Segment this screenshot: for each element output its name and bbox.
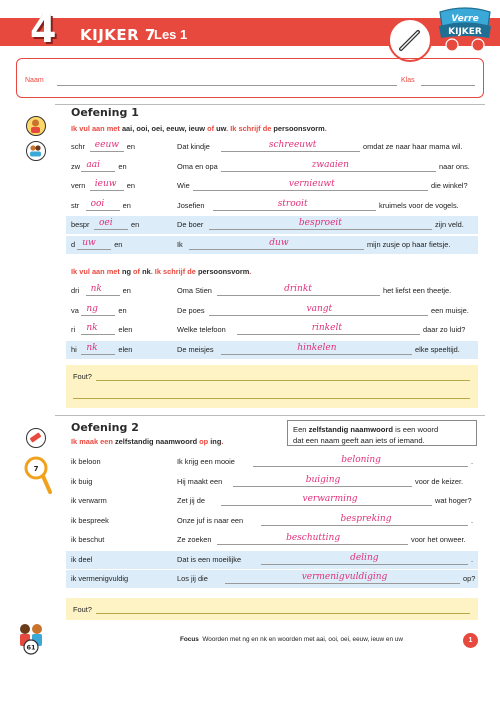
handwritten-answer: schreeuwt: [268, 140, 317, 150]
sentence-end: naar ons.: [439, 161, 470, 171]
word-gap-line[interactable]: [81, 334, 115, 335]
verb: ik beloon: [71, 457, 101, 466]
sentence-start: Dat kindje: [177, 142, 210, 151]
answer-line[interactable]: [221, 171, 436, 172]
sentence-start: Dat is een moeilijke: [177, 554, 242, 564]
handwritten-answer: drinkt: [284, 284, 312, 294]
fout-line[interactable]: [96, 613, 470, 614]
exercise-row: [66, 531, 478, 549]
answer-line[interactable]: [253, 466, 468, 467]
instruction-part: .: [221, 437, 224, 446]
word-gap-answer: ieuw: [94, 179, 117, 189]
instruction-part: Ik vul aan met: [71, 267, 122, 276]
exercise-row: [66, 512, 478, 530]
sentence-start: De boer: [177, 220, 204, 229]
verb: ik vermenigvuldig: [71, 574, 129, 583]
word-suffix: en: [126, 142, 136, 151]
instruction-part: nk: [142, 267, 151, 276]
exercise1-instruction-b: [71, 267, 251, 276]
footer-focus: [180, 636, 403, 643]
word-gap-answer: aai: [86, 159, 101, 170]
word-gap-line[interactable]: [81, 354, 115, 355]
word-gap-line[interactable]: [81, 315, 115, 316]
verb: ik bespreek: [71, 515, 109, 525]
word-suffix: en: [122, 286, 131, 295]
word-gap-answer: nk: [90, 284, 102, 294]
sentence-end: elke speeltijd.: [415, 344, 460, 354]
word-prefix: str: [71, 200, 80, 210]
definition-text-b: is een woord: [393, 425, 439, 434]
sentence-end: op?: [463, 574, 476, 583]
instruction-part: .: [324, 124, 327, 133]
sentence-start: Welke telefoon: [177, 325, 226, 334]
logo-text-kijker: KIJKER: [448, 27, 482, 37]
instruction-part: uw: [216, 124, 227, 133]
word-prefix: va: [71, 305, 79, 315]
word-prefix: bespr: [71, 220, 90, 229]
word-prefix: ri: [71, 325, 76, 334]
word-prefix: hi: [71, 344, 77, 354]
word-gap-line[interactable]: [77, 249, 111, 250]
instruction-part: of: [205, 124, 217, 133]
answer-line[interactable]: [237, 334, 420, 335]
answer-line[interactable]: [213, 210, 376, 211]
exercise-row: [66, 570, 478, 588]
instruction-part: Ik vul aan met: [71, 124, 122, 133]
word-suffix: en: [131, 220, 140, 229]
handwritten-answer: deling: [350, 552, 379, 563]
fout-label-2: Fout?: [73, 605, 92, 614]
sentence-end: omdat ze naar haar mama wil.: [363, 142, 463, 151]
definition-text-c: dat een naam geeft aan iets of iemand.: [293, 436, 425, 445]
sentence-end: voor de keizer.: [415, 476, 464, 486]
verre-kijker-logo: [436, 4, 494, 52]
answer-line[interactable]: [221, 151, 360, 152]
instruction-part: Ik maak een: [71, 437, 115, 446]
handwritten-answer: rinkelt: [311, 323, 342, 333]
answer-line[interactable]: [217, 295, 380, 296]
fout-box-2: [66, 598, 478, 620]
sentence-start: Ze zoeken: [177, 535, 212, 544]
instruction-part: .: [249, 267, 252, 276]
instruction-part: op: [197, 437, 211, 446]
exercise-row: [66, 197, 478, 215]
sentence-start: Los jij die: [177, 574, 208, 583]
sentence-end: .: [471, 457, 474, 466]
answer-line[interactable]: [189, 249, 364, 250]
sentence-start: Oma en opa: [177, 161, 218, 171]
handwritten-answer: verwarming: [302, 494, 358, 504]
handwritten-answer: hinkelen: [297, 342, 337, 353]
sentence-end: die winkel?: [431, 181, 468, 190]
word-suffix: en: [118, 161, 127, 171]
handwritten-answer: besproeit: [298, 218, 342, 228]
sentence-start: Ik krijg een mooie: [177, 457, 235, 466]
word-suffix: en: [122, 200, 131, 210]
word-gap-answer: eeuw: [94, 140, 119, 150]
lesson-label: Les 1: [154, 27, 188, 42]
focus-text: Woorden met ng en nk en woorden met aai, ooi, oei, eeuw, ieuw en uw: [202, 636, 403, 643]
answer-line[interactable]: [261, 564, 468, 565]
verb: ik deel: [71, 554, 93, 564]
answer-line[interactable]: [217, 544, 408, 545]
exercise-row: [66, 473, 478, 491]
sentence-end: het liefst een theetje.: [383, 286, 452, 295]
handwritten-answer: buiging: [305, 474, 341, 485]
verb: ik beschut: [71, 535, 105, 544]
sentence-end: voor het onweer.: [411, 535, 466, 544]
handwritten-answer: vangt: [306, 303, 333, 314]
answer-line[interactable]: [233, 486, 412, 487]
partners-icon: [26, 141, 46, 161]
name-field[interactable]: [57, 85, 397, 86]
handwritten-answer: strooit: [277, 198, 308, 209]
exercise-row: [66, 138, 478, 156]
magnifier-icon: [24, 456, 52, 496]
class-field[interactable]: [421, 85, 475, 86]
word-prefix: vern: [71, 181, 86, 190]
lesson-number: 4: [30, 7, 57, 51]
fout-line[interactable]: [96, 380, 470, 381]
definition-text-a: Een: [293, 425, 309, 434]
fout-line[interactable]: [73, 398, 470, 399]
fout-box-1: [66, 365, 478, 408]
exercise-row: [66, 302, 478, 320]
exercise-row: [66, 492, 478, 510]
handwritten-answer: beloning: [341, 455, 381, 465]
sentence-end: een muisje.: [431, 305, 469, 315]
sentence-start: Josefien: [177, 200, 205, 210]
class-label: Klas: [401, 77, 415, 84]
fout-label-1: Fout?: [73, 372, 92, 381]
name-label: Naam: [25, 77, 44, 84]
student-icon: [26, 116, 46, 136]
sentence-end: mijn zusje op haar fietsje.: [367, 239, 451, 249]
answer-line[interactable]: [225, 583, 460, 584]
word-gap-answer: ooi: [90, 198, 105, 209]
handwritten-answer: vermenigvuldiging: [301, 572, 388, 582]
answer-line[interactable]: [209, 229, 432, 230]
word-gap-answer: uw: [82, 237, 96, 248]
word-suffix: elen: [118, 344, 133, 354]
exercise1-title: Oefening 1: [71, 106, 139, 119]
focus-label: Focus: [180, 636, 199, 643]
answer-line[interactable]: [221, 354, 412, 355]
exercise2-instruction: [71, 437, 223, 446]
word-prefix: dri: [71, 286, 80, 295]
sentence-start: Ik: [177, 239, 183, 249]
kids-badge-number: 61: [26, 643, 36, 652]
sentence-end: .: [471, 515, 474, 525]
sentence-start: Zet jij de: [177, 496, 205, 505]
exercise-row: [66, 216, 478, 234]
instruction-part: persoonsvorm: [273, 124, 325, 133]
word-suffix: en: [126, 181, 136, 190]
instruction-part: of: [130, 267, 143, 276]
exercise2-title: Oefening 2: [71, 421, 139, 434]
instruction-part: . Ik schrijf de: [150, 267, 198, 276]
logo-text-verre: Verre: [451, 14, 479, 24]
handwritten-answer: beschutting: [286, 533, 341, 543]
handwritten-answer: duw: [269, 237, 289, 248]
sentence-start: Hij maakt een: [177, 476, 223, 486]
exercise-row: [66, 282, 478, 300]
sentence-start: Wie: [177, 181, 190, 190]
word-gap-line[interactable]: [94, 229, 128, 230]
word-suffix: elen: [118, 325, 133, 334]
exercise1-instruction-a: [71, 124, 327, 133]
word-suffix: en: [114, 239, 123, 249]
word-prefix: d: [71, 239, 76, 249]
word-gap-answer: nk: [86, 323, 98, 333]
exercise-row: [66, 236, 478, 254]
handwritten-answer: vernieuwt: [288, 179, 335, 189]
divider: [55, 415, 485, 416]
instruction-part: zelfstandig naamwoord: [114, 437, 198, 446]
sentence-end: .: [471, 554, 474, 564]
sentence-start: Onze juf is naar een: [177, 515, 244, 525]
answer-line[interactable]: [221, 505, 432, 506]
verb: ik buig: [71, 476, 93, 486]
instruction-part: ng: [121, 267, 131, 276]
instruction-part: . Ik schrijf de: [226, 124, 274, 133]
word-gap-line[interactable]: [86, 210, 120, 211]
page-number: 1: [463, 633, 478, 648]
magnifier-number: 7: [33, 465, 39, 473]
word-gap-answer: ng: [86, 303, 98, 314]
word-suffix: en: [118, 305, 127, 315]
sentence-end: kruimels voor de vogels.: [379, 200, 459, 210]
divider: [55, 104, 485, 105]
exercise-row: [66, 177, 478, 195]
word-gap-answer: nk: [86, 342, 98, 353]
sentence-end: wat hoger?: [435, 496, 472, 505]
book-title: KIJKER 7: [80, 26, 156, 44]
word-gap-line[interactable]: [90, 190, 124, 191]
verb: ik verwarm: [71, 496, 107, 505]
sentence-start: Oma Stien: [177, 286, 212, 295]
sentence-start: De poes: [177, 305, 205, 315]
handwritten-answer: zwaaien: [311, 159, 349, 170]
exercise-row: [66, 341, 478, 359]
name-class-box: [16, 58, 484, 98]
eraser-icon: [26, 428, 46, 448]
sentence-end: zijn veld.: [435, 220, 464, 229]
definition-term: zelfstandig naamwoord: [308, 425, 394, 434]
pencil-icon: [388, 18, 432, 62]
word-prefix: zw: [71, 161, 81, 171]
word-prefix: schr: [71, 142, 85, 151]
exercise-row: [66, 321, 478, 339]
answer-line[interactable]: [193, 190, 428, 191]
word-gap-line[interactable]: [86, 295, 120, 296]
instruction-part: aai, ooi, oei, eeuw, ieuw: [121, 124, 206, 133]
definition-box: [287, 420, 477, 446]
word-gap-line[interactable]: [90, 151, 124, 152]
handwritten-answer: bespreking: [340, 513, 392, 524]
answer-line[interactable]: [261, 525, 468, 526]
exercise-row: [66, 453, 478, 471]
exercise-row: [66, 551, 478, 569]
word-gap-answer: oei: [99, 218, 113, 228]
answer-line[interactable]: [209, 315, 428, 316]
sentence-end: daar zo luid?: [423, 325, 466, 334]
kids-icon: [16, 622, 46, 656]
exercise-row: [66, 158, 478, 176]
sentence-start: De meisjes: [177, 344, 214, 354]
instruction-part: ing: [210, 437, 222, 446]
instruction-part: persoonsvorm: [197, 267, 250, 276]
word-gap-line[interactable]: [81, 171, 115, 172]
